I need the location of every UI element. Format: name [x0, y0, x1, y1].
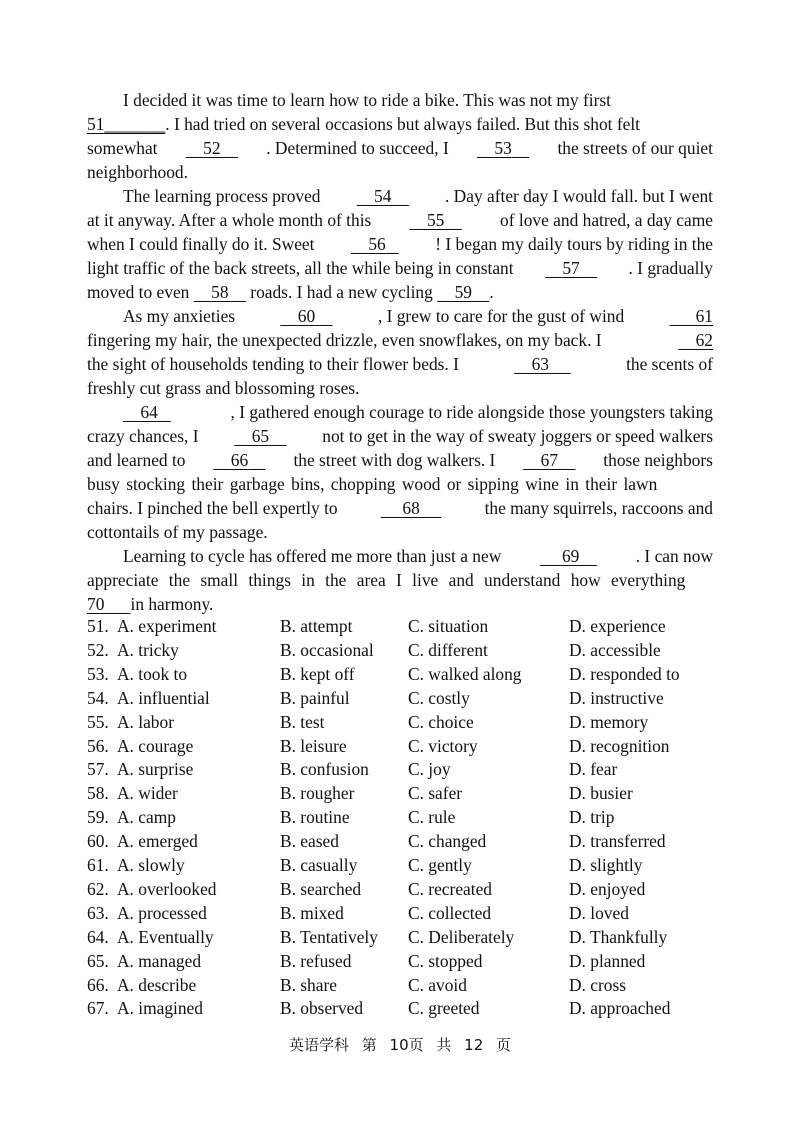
option-a: A. describe	[117, 974, 197, 995]
passage-line: appreciate the small things in the area I live and understand how everything	[87, 570, 686, 590]
option-row	[87, 734, 727, 758]
option-a: A. surprise	[117, 759, 194, 780]
option-d: D. transferred	[569, 831, 666, 852]
blank-67: 67	[540, 450, 559, 470]
option-d: D. instructive	[569, 687, 664, 708]
option-d: D. busier	[569, 783, 633, 804]
blank-57: 57	[562, 258, 580, 278]
passage-line: chairs. I pinched the bell expertly to 68 the many squirrels, raccoons and	[87, 498, 713, 518]
option-a: A. took to	[117, 663, 188, 684]
question-number: 63.	[87, 902, 109, 923]
option-a: A. overlooked	[117, 878, 217, 899]
passage-line: fingering my hair, the unexpected drizzle, even snowflakes, on my back. I 62	[87, 330, 713, 350]
question-number: 67.	[87, 998, 109, 1019]
option-d: D. accessible	[569, 639, 661, 660]
question-number: 62.	[87, 878, 109, 899]
option-b: B. kept off	[280, 663, 355, 684]
option-c: C. stopped	[408, 950, 483, 971]
question-number: 51.	[87, 616, 109, 636]
question-number: 56.	[87, 735, 109, 756]
option-c: C. victory	[408, 735, 478, 756]
blank-60: 60	[297, 306, 316, 326]
passage-line: Learning to cycle has offered me more than just a new 69 . I can now	[123, 546, 713, 566]
option-c: C. Deliberately	[408, 926, 515, 947]
option-a: A. processed	[117, 902, 207, 923]
blank-64: 64	[140, 402, 158, 422]
passage-line: busy stocking their garbage bins, chopping wood or sipping wine in their lawn	[87, 474, 658, 494]
option-row	[87, 805, 727, 829]
option-c: C. costly	[408, 687, 470, 708]
passage-line: light traffic of the back streets, all the while being in constant 57 . I gradually	[87, 258, 713, 278]
option-b: B. leisure	[280, 735, 347, 756]
option-row	[87, 901, 727, 925]
passage-line: I decided it was time to learn how to ride a bike. This was not my first	[123, 90, 611, 110]
option-b: B. casually	[280, 855, 358, 875]
option-b: B. share	[280, 974, 337, 995]
option-row	[87, 829, 727, 853]
option-c: C. situation	[408, 616, 489, 636]
passage-line: moved to even 58 roads. I had a new cycling 59 .	[87, 282, 494, 302]
blank-51: 51_______	[87, 114, 166, 134]
option-b: B. Tentatively	[280, 926, 378, 947]
option-a: A. wider	[117, 783, 178, 804]
blank-70: 70	[87, 594, 105, 614]
option-d: D. Thankfully	[569, 926, 668, 947]
option-d: D. trip	[569, 807, 615, 828]
option-row	[87, 662, 727, 686]
option-d: D. cross	[569, 974, 626, 995]
blank-63: 63	[531, 354, 549, 374]
option-a: A. influential	[117, 687, 210, 708]
option-row	[87, 614, 727, 638]
option-b: B. eased	[280, 831, 339, 852]
blank-68: 68	[402, 498, 420, 518]
option-a: A. imagined	[117, 998, 203, 1019]
question-number: 57.	[87, 759, 109, 780]
passage-line: 64 , I gathered enough courage to ride alongside those youngsters taking	[123, 400, 713, 424]
option-row	[87, 781, 727, 805]
option-b: B. rougher	[280, 783, 355, 804]
option-b: B. attempt	[280, 616, 353, 636]
option-d: D. experience	[569, 616, 666, 636]
option-d: D. recognition	[569, 735, 670, 756]
option-row	[87, 973, 727, 997]
page-footer: 英语学科 第 10页 共 12 页	[288, 1036, 511, 1054]
blank-54: 54	[374, 186, 392, 206]
option-a: A. managed	[117, 950, 202, 971]
passage-line: freshly cut grass and blossoming roses.	[87, 378, 360, 398]
passage-line: cottontails of my passage.	[87, 522, 268, 542]
question-number: 66.	[87, 974, 109, 995]
question-number: 52.	[87, 639, 109, 660]
option-c: C. safer	[408, 783, 463, 804]
passage-line: crazy chances, I 65 not to get in the way of sweaty joggers or speed walkers	[87, 426, 713, 446]
blank-55: 55	[426, 210, 445, 230]
option-row	[87, 996, 727, 1020]
question-number: 61.	[87, 855, 109, 875]
option-c: C. different	[408, 639, 488, 660]
question-number: 65.	[87, 950, 109, 971]
option-d: D. fear	[569, 759, 618, 780]
option-b: B. searched	[280, 878, 362, 899]
option-a: A. emerged	[117, 831, 198, 852]
option-d: D. enjoyed	[569, 878, 646, 899]
option-a: A. Eventually	[117, 926, 214, 947]
option-c: C. gently	[408, 855, 472, 875]
option-c: C. walked along	[408, 663, 522, 684]
blank-58: 58	[211, 282, 229, 302]
passage-line: the sight of households tending to their flower beds. I 63 the scents of	[87, 354, 713, 374]
question-number: 64.	[87, 926, 109, 947]
option-row	[87, 638, 727, 662]
option-a: A. slowly	[117, 855, 185, 875]
option-row	[87, 686, 727, 710]
blank-65: 65	[251, 426, 270, 446]
option-c: C. joy	[408, 759, 451, 780]
question-number: 54.	[87, 687, 109, 708]
option-b: B. refused	[280, 950, 352, 971]
option-row	[87, 853, 727, 877]
option-row	[87, 925, 727, 949]
passage-line: when I could finally do it. Sweet 56 ! I began my daily tours by riding in the	[87, 234, 713, 254]
option-a: A. camp	[117, 807, 176, 828]
option-row	[87, 757, 727, 781]
option-d: D. loved	[569, 902, 629, 923]
option-b: B. routine	[280, 807, 350, 828]
option-b: B. mixed	[280, 902, 344, 923]
option-row	[87, 877, 727, 901]
blank-66: 66	[230, 450, 249, 470]
passage-line: 70 in harmony.	[87, 594, 214, 614]
option-a: A. courage	[117, 735, 194, 756]
blank-53: 53	[494, 138, 512, 158]
option-row	[87, 949, 727, 973]
passage-line: neighborhood.	[87, 162, 188, 182]
option-d: D. planned	[569, 950, 646, 971]
option-b: B. occasional	[280, 639, 374, 660]
option-c: C. rule	[408, 807, 456, 828]
blank-69: 69	[561, 546, 580, 566]
question-number: 55.	[87, 711, 109, 732]
option-a: A. labor	[117, 711, 174, 732]
question-number: 53.	[87, 663, 109, 684]
option-d: D. slightly	[569, 855, 643, 875]
question-number: 58.	[87, 783, 109, 804]
option-c: C. collected	[408, 902, 492, 923]
blank-62: 62	[695, 330, 713, 350]
option-c: C. choice	[408, 711, 474, 732]
option-c: C. recreated	[408, 878, 492, 899]
question-number: 59.	[87, 807, 109, 828]
blank-52: 52	[203, 138, 221, 158]
option-a: A. experiment	[117, 616, 217, 636]
blank-61: 61	[695, 306, 713, 326]
option-d: D. approached	[569, 998, 671, 1019]
option-c: C. changed	[408, 831, 487, 852]
option-b: B. test	[280, 711, 325, 732]
option-d: D. memory	[569, 711, 649, 732]
option-row	[87, 710, 727, 734]
option-d: D. responded to	[569, 663, 680, 684]
blank-59: 59	[454, 282, 472, 302]
passage-line: 51_______. I had tried on several occasions but always failed. But this shot felt	[87, 114, 641, 134]
passage-line: somewhat 52 . Determined to succeed, I 53 the streets of our quiet	[87, 138, 713, 158]
passage-line: at it anyway. After a whole month of this 55 of love and hatred, a day came	[87, 210, 713, 230]
option-b: B. observed	[280, 998, 364, 1019]
blank-56: 56	[368, 234, 386, 254]
option-c: C. avoid	[408, 974, 467, 995]
passage-line: The learning process proved 54 . Day after day I would fall. but I went	[123, 186, 713, 206]
option-b: B. confusion	[280, 759, 369, 780]
option-a: A. tricky	[117, 639, 179, 660]
question-number: 60.	[87, 831, 109, 852]
option-b: B. painful	[280, 687, 350, 708]
passage-line: and learned to 66 the street with dog walkers. I 67 those neighbors	[87, 450, 713, 470]
passage-line: As my anxieties 60 , I grew to care for the gust of wind 61	[123, 306, 713, 326]
option-c: C. greeted	[408, 998, 480, 1019]
